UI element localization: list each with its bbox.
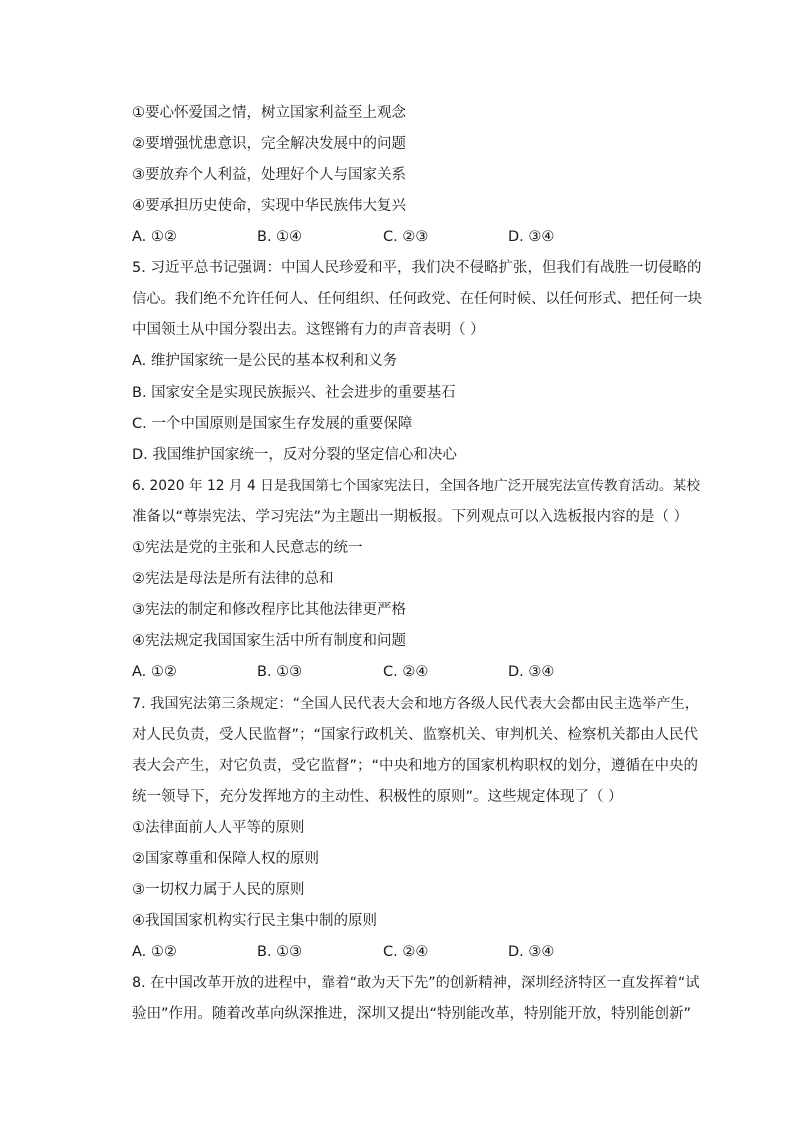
q4-item-2: ②要增强忧患意识，完全解决发展中的问题 <box>132 136 406 152</box>
q7-item-4: ④我国国家机构实行民主集中制的原则 <box>132 913 377 929</box>
q7-stem-line-3: 表大会产生，对它负责，受它监督”；“中央和地方的国家机构职权的划分，遵循在中央的 <box>132 758 699 774</box>
q5-stem-line-1: 5. 习近平总书记强调：中国人民珍爱和平，我们决不侵略扩张，但我们有战胜一切侵略的 <box>132 260 702 276</box>
q5-stem-line-2: 信心。我们绝不允许任何人、任何组织、任何政党、在任何时候、以任何形式、把任何一块 <box>132 291 703 307</box>
q4-option-b: B. ①④ <box>257 229 303 245</box>
q6-option-a: A. ①② <box>132 664 177 680</box>
q7-stem-line-4: 统一领导下，充分发挥地方的主动性、积极性的原则”。这些规定体现了（ ） <box>132 789 623 805</box>
q7-stem-line-2: 对人民负责，受人民监督”；“国家行政机关、监察机关、审判机关、检察机关都由人民代 <box>132 727 699 743</box>
q6-item-4: ④宪法规定我国国家生活中所有制度和问题 <box>132 633 406 649</box>
q6-option-b: B. ①③ <box>257 664 303 680</box>
q6-item-3: ③宪法的制定和修改程序比其他法律更严格 <box>132 602 406 618</box>
q6-option-d: D. ③④ <box>508 664 555 680</box>
q8-stem-line-1: 8. 在中国改革开放的进程中，靠着“敢为天下先”的创新精神，深圳经济特区一直发挥着“试 <box>132 975 700 991</box>
q4-item-1: ①要心怀爱国之情，树立国家利益至上观念 <box>132 105 406 121</box>
q6-item-2: ②宪法是母法是所有法律的总和 <box>132 571 334 587</box>
q5-choice-c: C. 一个中国原则是国家生存发展的重要保障 <box>132 416 413 432</box>
q5-stem-line-3: 中国领土从中国分裂出去。这铿锵有力的声音表明（ ） <box>132 322 485 338</box>
q6-item-1: ①宪法是党的主张和人民意志的统一 <box>132 540 363 556</box>
q5-choice-a: A. 维护国家统一是公民的基本权利和义务 <box>132 353 398 369</box>
q7-option-b: B. ①③ <box>257 944 303 960</box>
q7-item-1: ①法律面前人人平等的原则 <box>132 820 305 836</box>
q7-option-c: C. ②④ <box>383 944 429 960</box>
q4-options <box>132 227 702 247</box>
q7-stem-line-1: 7. 我国宪法第三条规定：“全国人民代表大会和地方各级人民代表大会都由民主选举产生， <box>132 696 700 712</box>
q4-item-3: ③要放弃个人利益，处理好个人与国家关系 <box>132 167 406 183</box>
q4-item-4: ④要承担历史使命，实现中华民族伟大复兴 <box>132 198 406 214</box>
q7-option-a: A. ①② <box>132 944 177 960</box>
q5-choice-b: B. 国家安全是实现民族振兴、社会进步的重要基石 <box>132 385 456 401</box>
q7-option-d: D. ③④ <box>508 944 555 960</box>
q6-option-c: C. ②④ <box>383 664 429 680</box>
q8-stem-line-2: 验田”作用。随着改革向纵深推进，深圳又提出“特别能改革，特别能开放，特别能创新” <box>132 1006 692 1022</box>
q4-option-d: D. ③④ <box>508 229 555 245</box>
q5-choice-d: D. 我国维护国家统一，反对分裂的坚定信心和决心 <box>132 447 457 463</box>
q7-item-2: ②国家尊重和保障人权的原则 <box>132 851 319 867</box>
q4-option-c: C. ②③ <box>383 229 429 245</box>
q4-option-a: A. ①② <box>132 229 177 245</box>
q6-options <box>132 662 702 682</box>
q6-stem-line-2: 准备以“尊崇宪法、学习宪法”为主题出一期板报。下列观点可以入选板报内容的是（ ） <box>132 509 689 525</box>
q6-stem-line-1: 6. 2020 年 12 月 4 日是我国第七个国家宪法日，全国各地广泛开展宪法宣传教育活动。某校 <box>132 478 701 494</box>
q7-item-3: ③一切权力属于人民的原则 <box>132 882 305 898</box>
q7-options <box>132 942 702 962</box>
